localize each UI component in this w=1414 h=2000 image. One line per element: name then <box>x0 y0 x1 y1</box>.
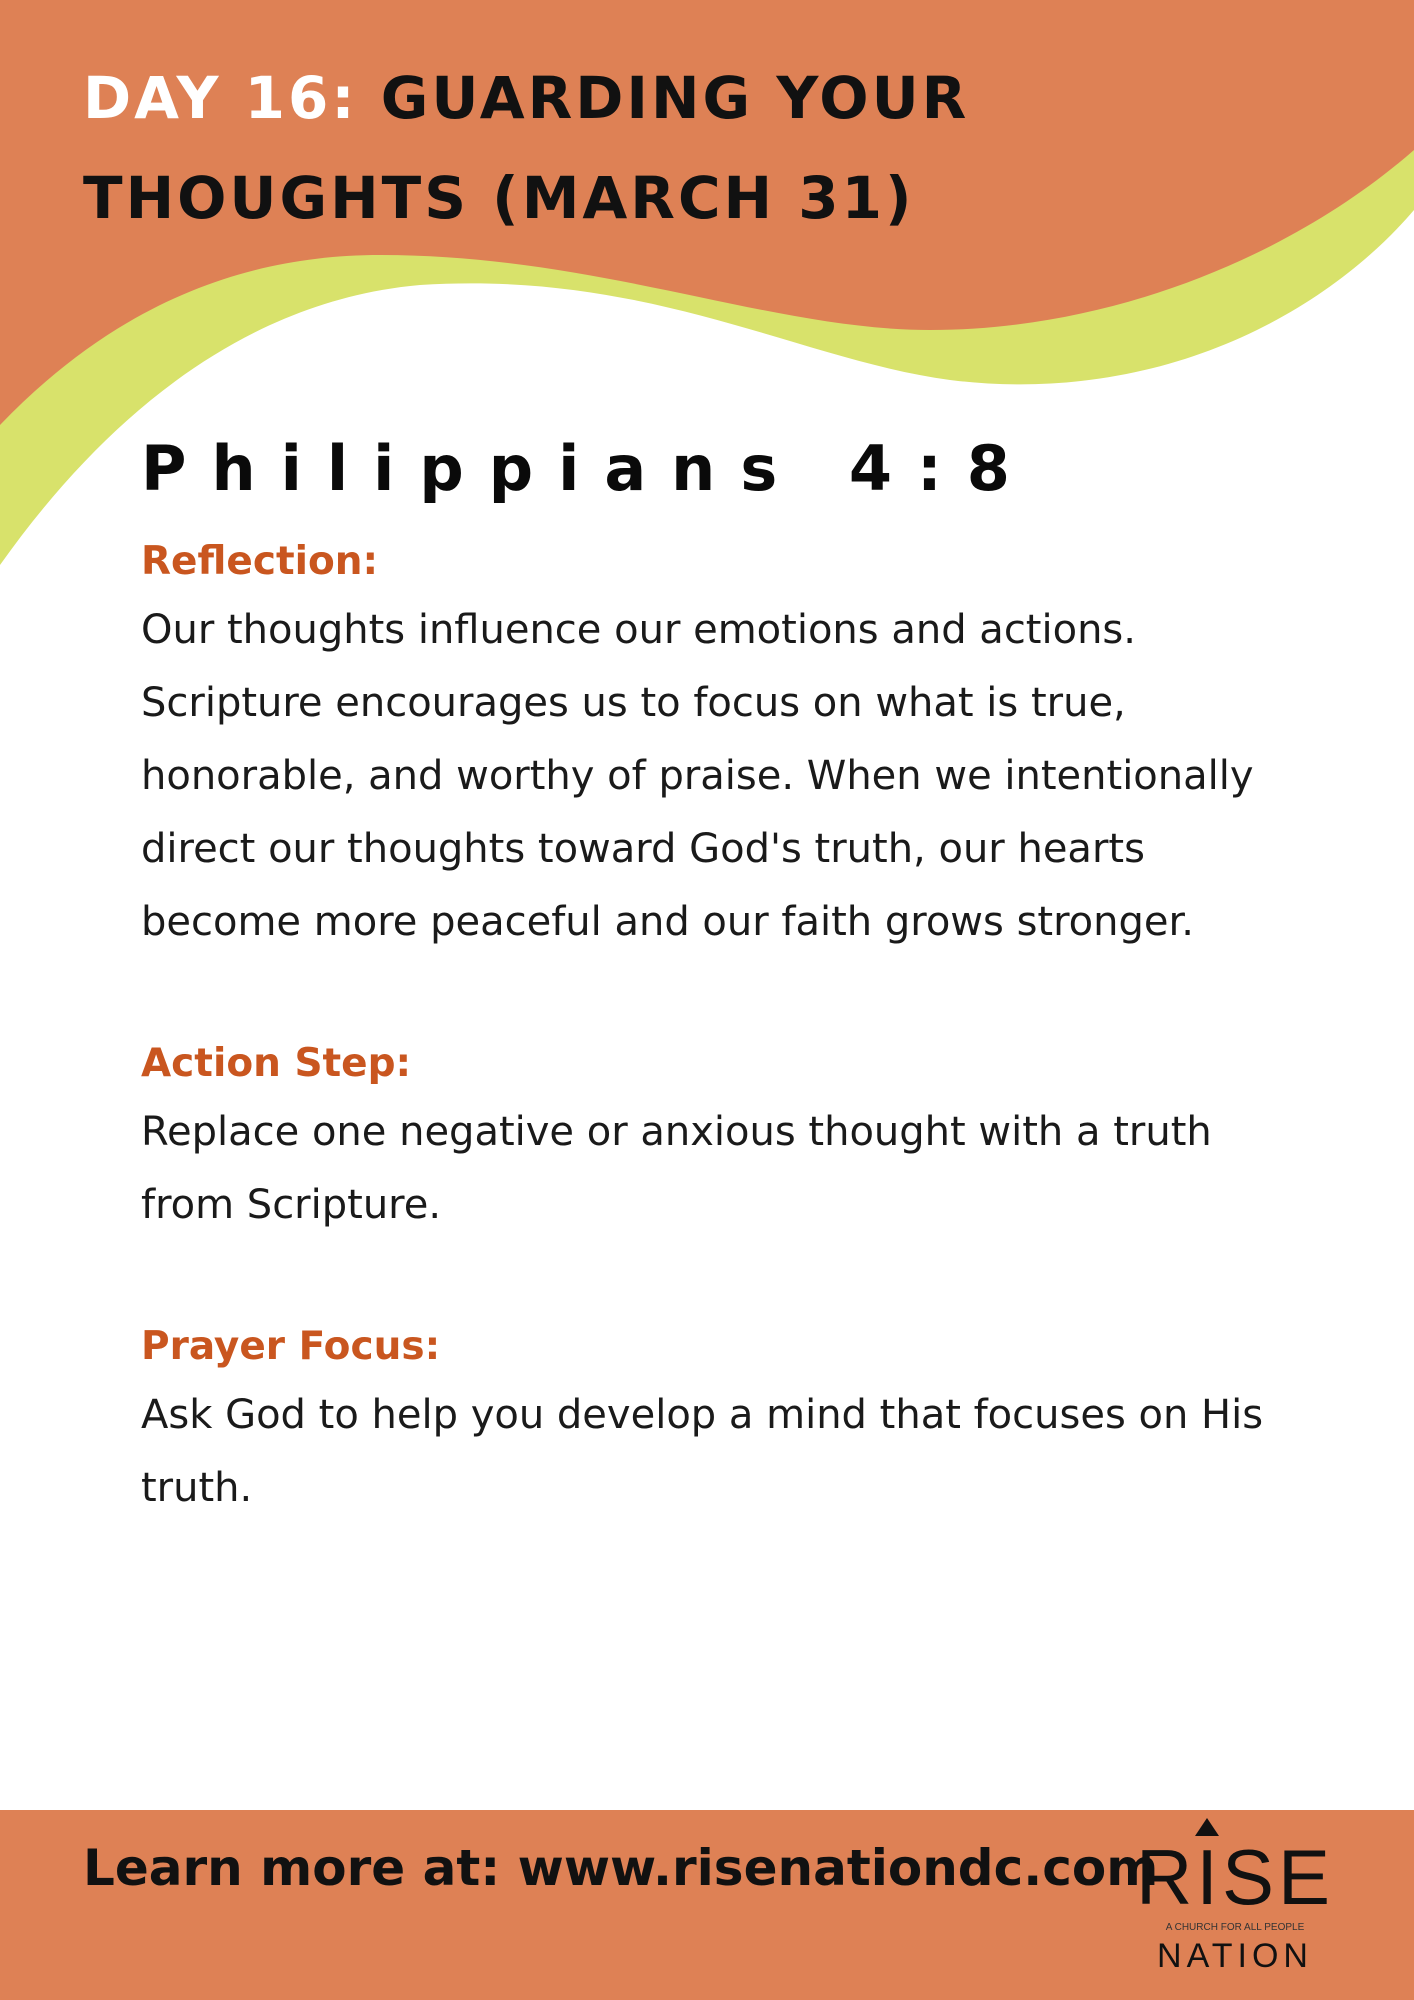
rise-nation-logo <box>1120 1832 1360 1982</box>
title-text: GUARDING YOUR THOUGHTS (MARCH 31) <box>83 64 970 232</box>
logo-word: RISE <box>1135 1833 1335 1921</box>
action-step-text: Replace one negative or anxious thought with a truth from Scripture. <box>141 1109 1212 1228</box>
reflection-label: Reflection: <box>141 539 379 584</box>
reflection-text: Our thoughts influence our emotions and actions. Scripture encourages us to focus on what is true, honorable, and worthy of praise. When we intentionally direct our thoughts toward God's truth, our hearts become more peaceful and our faith grows stronger. <box>141 607 1254 945</box>
scripture-reference: Philippians 4:8 <box>141 432 1035 505</box>
logo-tagline: A CHURCH FOR ALL PEOPLE <box>1165 1922 1305 1933</box>
page-title <box>83 48 1343 248</box>
prayer-focus-label: Prayer Focus: <box>141 1324 441 1369</box>
action-step-label: Action Step: <box>141 1041 412 1086</box>
logo-subword: NATION <box>1157 1937 1313 1975</box>
day-label: DAY 16: <box>83 64 358 132</box>
prayer-focus-text: Ask God to help you develop a mind that focuses on His truth. <box>141 1392 1264 1511</box>
footer-website-link[interactable]: Learn more at: www.risenationdc.com <box>83 1839 1159 1897</box>
devotional-content <box>141 530 1291 1525</box>
